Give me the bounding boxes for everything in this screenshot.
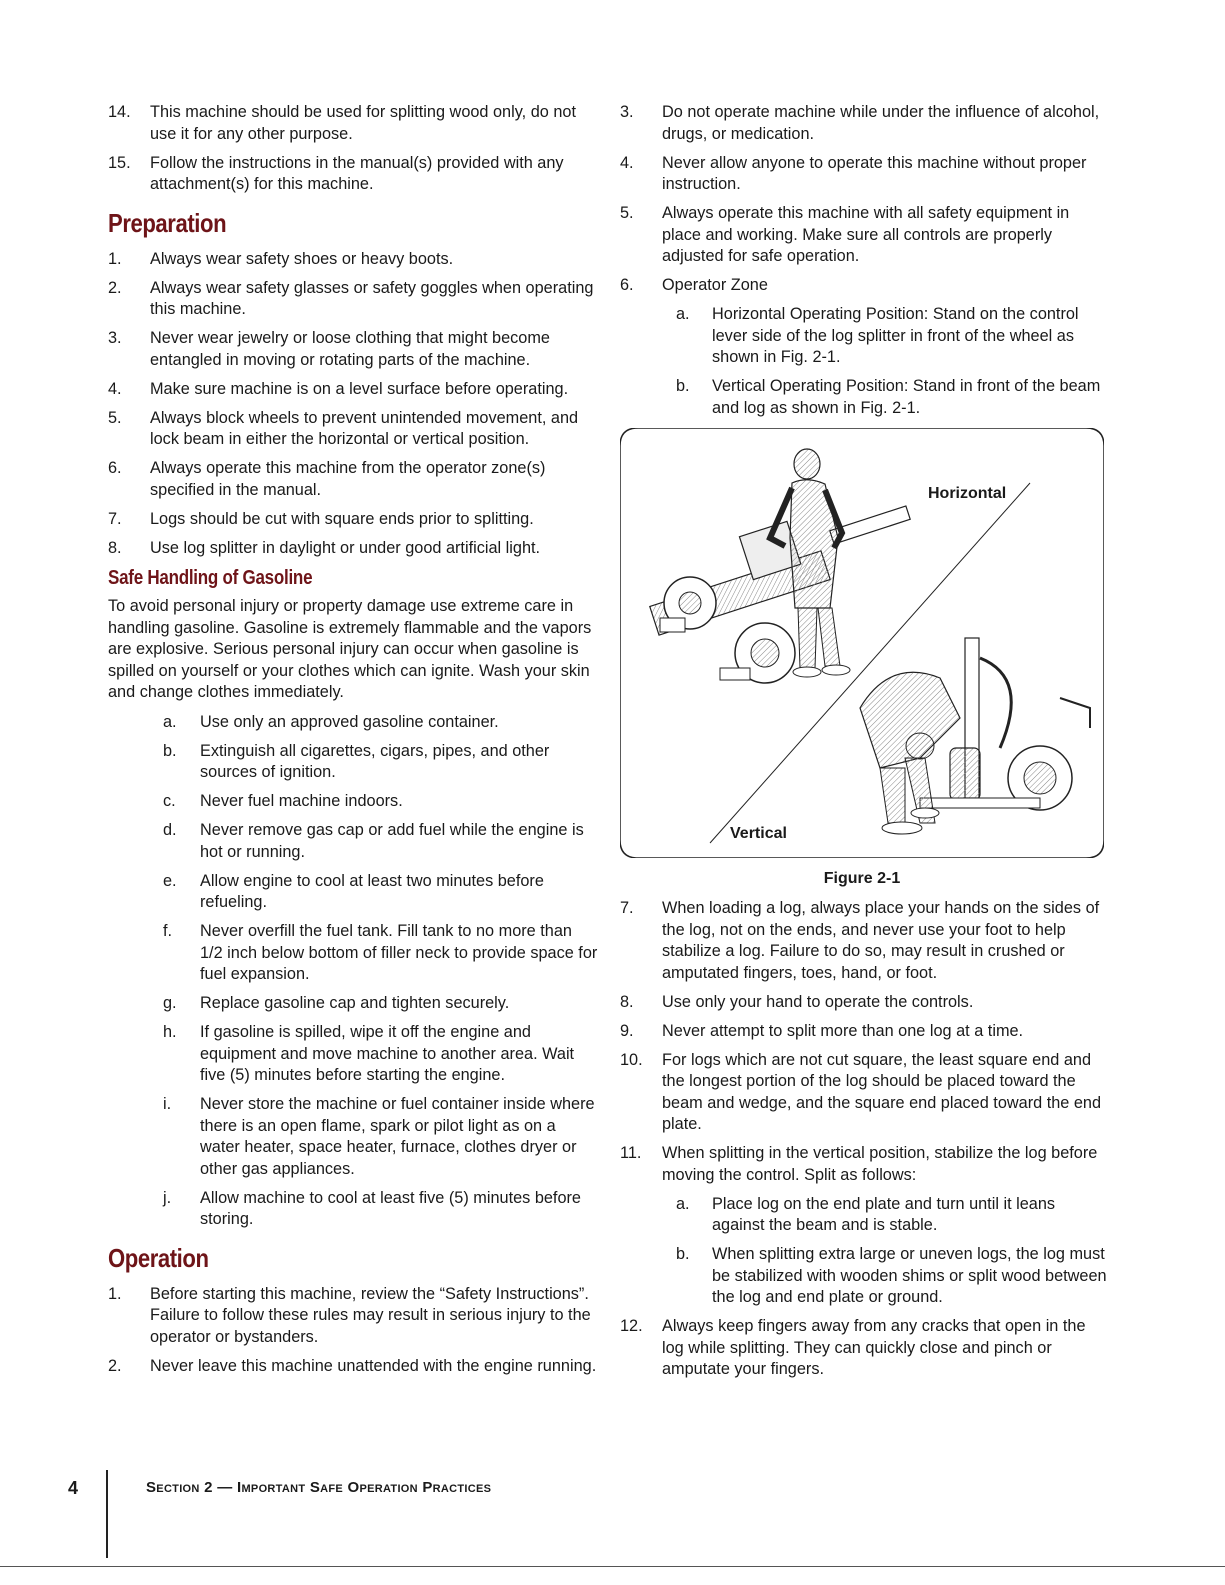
list-item: 14. This machine should be used for splitting wood only, do not use it for any other purpose.: [108, 103, 576, 143]
page-footer: [0, 1470, 1225, 1570]
list-item: 4. Never allow anyone to operate this machine without proper instruction.: [620, 153, 1087, 193]
list-item: b. Extinguish all cigarettes, cigars, pipes, and other sources of ignition.: [163, 741, 550, 781]
list-item: 6. Operator Zone: [620, 276, 768, 294]
list-item: 1. Before starting this machine, review the “Safety Instructions”. Failure to follow these rules may result in serious injury to the operator or bystanders.: [108, 1284, 591, 1346]
preparation-list: [108, 249, 598, 560]
label-vertical: Vertical: [730, 825, 787, 842]
operation-list: [108, 1284, 598, 1378]
list-item: g. Replace gasoline cap and tighten securely.: [163, 994, 510, 1012]
list-item: 2. Always wear safety glasses or safety goggles when operating this machine.: [108, 278, 594, 318]
operation-heading: Operation: [108, 1242, 209, 1273]
list-item: 7. When loading a log, always place your hands on the sides of the log, not on the ends, and never use your foot to help stabilize a log. Failure to do so, may result in crushed or amputated fingers, toes, hand, or foot.: [620, 899, 1100, 982]
list-item: 6. Always operate this machine from the operator zone(s) specified in the manual.: [108, 459, 546, 499]
section-title: Section 2 — Important Safe Operation Practices: [146, 1479, 492, 1496]
intro-list: [108, 102, 598, 196]
list-item: c. Never fuel machine indoors.: [163, 792, 403, 810]
list-item: 1. Always wear safety shoes or heavy boots.: [108, 249, 454, 268]
gasoline-heading: Safe Handling of Gasoline: [108, 567, 313, 589]
list-item: 15. Follow the instructions in the manual(s) provided with any attachment(s) for this machine.: [108, 153, 564, 193]
list-item: 5. Always operate this machine with all safety equipment in place and working. Make sure all controls are properly adjusted for safe operation.: [620, 204, 1070, 265]
list-item: i. Never store the machine or fuel container inside where there is an open flame, spark or pilot light as on a water heater, space heater, furnace, clothes dryer or other gas appliances.: [163, 1095, 595, 1178]
list-item: d. Never remove gas cap or add fuel while the engine is hot or running.: [163, 821, 584, 861]
vertical-operator-figure: [860, 672, 960, 834]
page-bottom-rule: [0, 1566, 1225, 1567]
label-horizontal: Horizontal: [928, 485, 1007, 502]
horizontal-splitter-drawing: [650, 506, 910, 683]
list-item: f. Never overfill the fuel tank. Fill tank to no more than 1/2 inch below bottom of filler neck to provide space for fuel expansion.: [163, 922, 598, 983]
right-column-bottom: [620, 898, 1108, 1388]
operator-zone-illustration: [620, 428, 1104, 858]
list-item: 10. For logs which are not cut square, the least square end and the longest portion of the log should be placed toward the beam and wedge, and the square end placed toward the end plate.: [620, 1050, 1102, 1133]
list-item: 9. Never attempt to split more than one log at a time.: [620, 1021, 1024, 1040]
figure-caption: Figure 2-1: [823, 870, 901, 887]
figure-operator-zones: [620, 428, 1104, 858]
gasoline-paragraph: To avoid personal injury or property damage use extreme care in handling gasoline. Gasoline is extremely flammable and the vapors are explosive. Serious personal injury can occur when gasoline is spilled on yourself or your clothes which can ignite. Wash your skin and change clothes immediately.: [108, 597, 592, 701]
gasoline-list: [108, 712, 598, 1231]
right-column-top: [620, 102, 1108, 427]
list-item: 11. When splitting in the vertical position, stabilize the log before moving the control. Split as follows:: [620, 1144, 1098, 1184]
list-item: a. Use only an approved gasoline container.: [163, 712, 499, 731]
list-item: 8. Use only your hand to operate the controls.: [620, 992, 974, 1011]
list-item: 7. Logs should be cut with square ends prior to splitting.: [108, 509, 534, 528]
list-item: 3. Never wear jewelry or loose clothing that might become entangled in moving or rotating parts of the machine.: [108, 329, 550, 369]
list-item: 2. Never leave this machine unattended with the engine running.: [108, 1356, 597, 1375]
list-item: a. Place log on the end plate and turn until it leans against the beam and is stable.: [676, 1194, 1056, 1234]
list-item: 8. Use log splitter in daylight or under good artificial light.: [108, 538, 541, 557]
list-item: 5. Always block wheels to prevent unintended movement, and lock beam in either the horizontal or vertical position.: [108, 408, 579, 448]
page-number: 4: [68, 1478, 79, 1498]
list-item: 12. Always keep fingers away from any cracks that open in the log while splitting. They can quickly close and pinch or amputate your fingers.: [620, 1317, 1086, 1378]
list-item: e. Allow engine to cool at least two minutes before refueling.: [163, 871, 544, 911]
list-item: b. When splitting extra large or uneven logs, the log must be stabilized with wooden shims or split wood between the log and end plate or ground.: [676, 1245, 1107, 1306]
list-item: 3. Do not operate machine while under the influence of alcohol, drugs, or medication.: [620, 103, 1100, 143]
left-column: [108, 102, 598, 1385]
footer-divider: [106, 1470, 108, 1558]
list-item: 4. Make sure machine is on a level surface before operating.: [108, 379, 569, 398]
list-item: j. Allow machine to cool at least five (5) minutes before storing.: [163, 1188, 581, 1228]
list-item: a. Horizontal Operating Position: Stand on the control lever side of the log splitter in front of the wheel as shown in Fig. 2-1.: [676, 305, 1079, 366]
list-item: h. If gasoline is spilled, wipe it off the engine and equipment and move machine to another area. Wait five (5) minutes before starting the engine.: [163, 1023, 575, 1084]
preparation-heading: Preparation: [108, 207, 227, 238]
list-item: b. Vertical Operating Position: Stand in front of the beam and log as shown in Fig. 2-1.: [676, 377, 1101, 417]
